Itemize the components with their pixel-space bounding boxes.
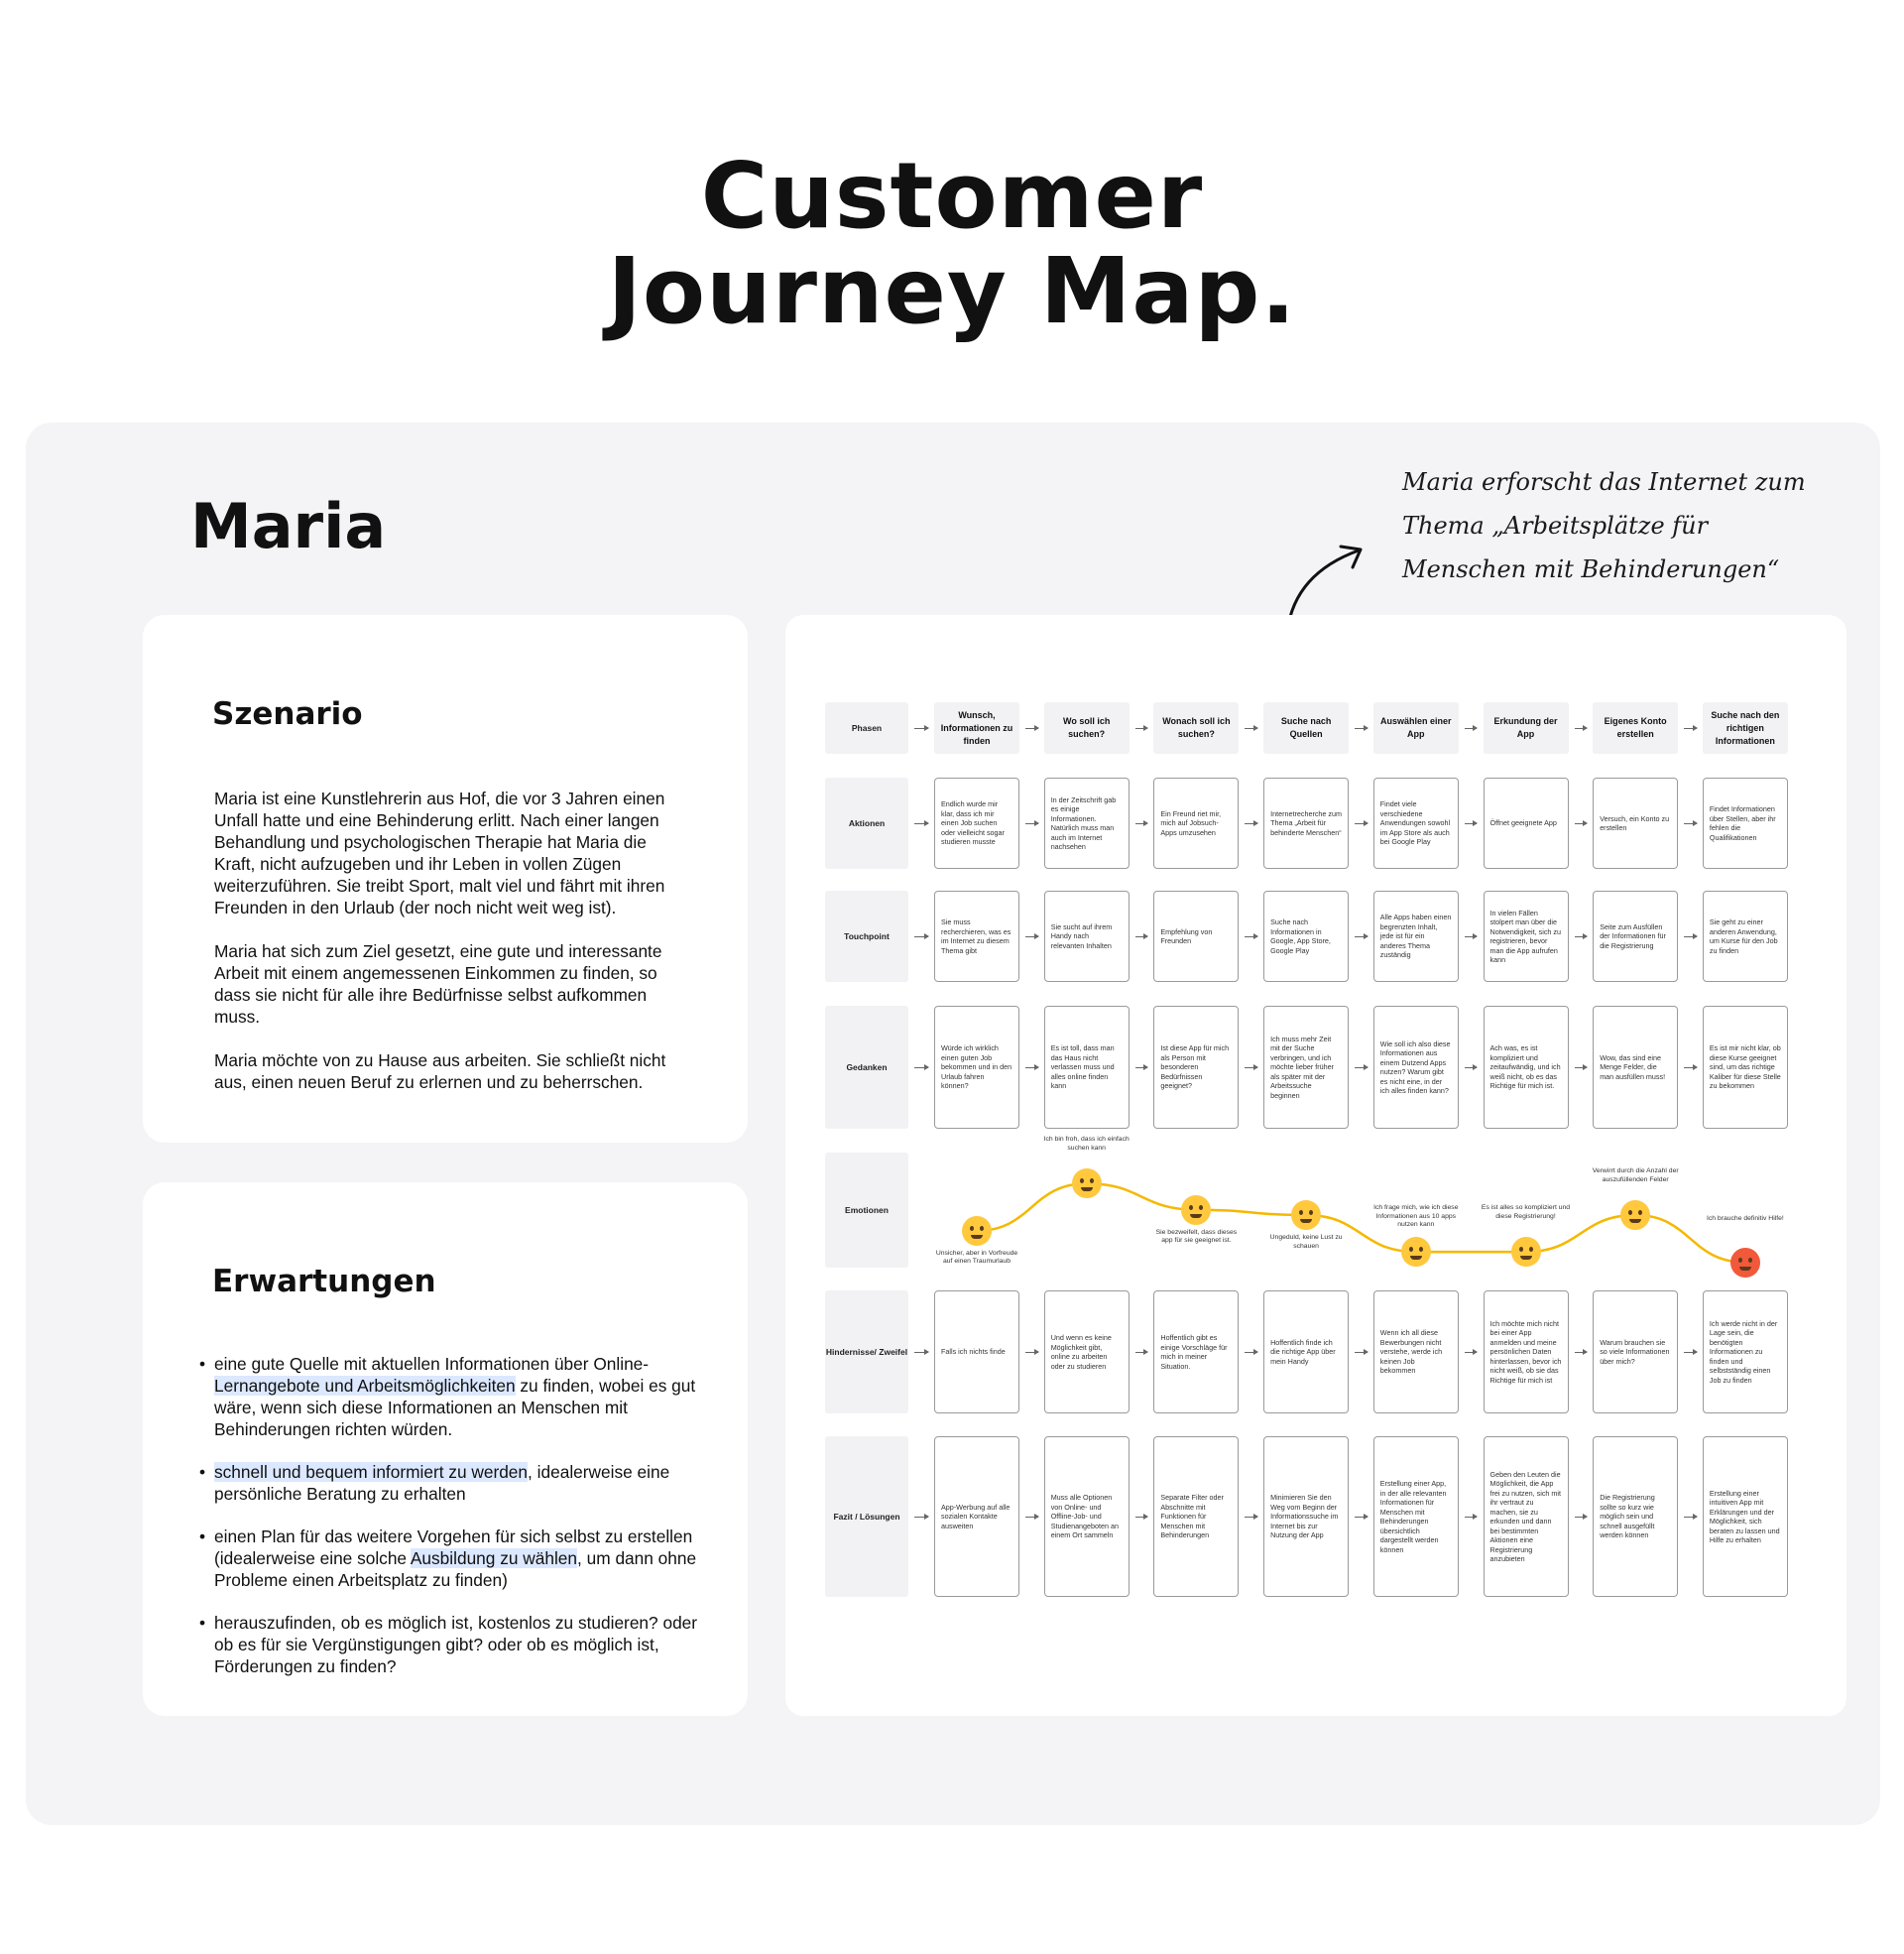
emoji-eye	[1090, 1178, 1094, 1183]
row-label-fazit: Fazit / Lösungen	[825, 1436, 908, 1597]
phase-header: Erkundung der App	[1484, 702, 1569, 754]
emotion-emoji-icon	[1291, 1200, 1321, 1230]
emoji-eye	[1519, 1247, 1523, 1252]
title-line-1: Customer	[700, 143, 1204, 249]
page-title	[0, 143, 1904, 344]
journey-cell: Erstellung einer App, in der alle relevanten Informationen für Menschen mit Behinderungen übersichtlich dargestellt werden können	[1373, 1436, 1459, 1597]
emotion-emoji-icon	[1401, 1237, 1431, 1267]
journey-cell: In der Zeitschrift gab es einige Informationen. Natürlich muss man auch im Internet nachsehen	[1044, 778, 1130, 869]
scenario-paragraph: Maria möchte von zu Hause aus arbeiten. Sie schließt nicht aus, einen neuen Beruf zu erlernen und zu beherrschen.	[214, 1050, 666, 1092]
row-label-emotionen: Emotionen	[825, 1153, 908, 1268]
journey-cell: Würde ich wirklich einen guten Job bekommen und in den Urlaub fahren können?	[934, 1006, 1019, 1129]
emoji-eye	[1189, 1205, 1193, 1210]
emoji-eye	[1738, 1258, 1742, 1263]
emoji-eye	[970, 1226, 974, 1231]
emoji-eye	[1748, 1258, 1752, 1263]
emoji-eye	[1199, 1205, 1203, 1210]
list-item: • schnell und bequem informiert zu werden, idealerweise eine persönliche Beratung zu erhalten	[214, 1461, 710, 1505]
emotion-label: Ich brauche definitiv Hilfe!	[1706, 1214, 1784, 1222]
journey-map	[785, 615, 1846, 1716]
journey-cell: Versuch, ein Konto zu erstellen	[1593, 778, 1678, 869]
phase-header: Wunsch, Informationen zu finden	[934, 702, 1019, 754]
scenario-heading: Szenario	[212, 696, 363, 732]
journey-cell: App-Werbung auf alle sozialen Kontakte ausweiten	[934, 1436, 1019, 1597]
expectations-list	[214, 1353, 710, 1698]
emoji-mouth	[1629, 1219, 1641, 1223]
list-item: • herauszufinden, ob es möglich ist, kostenlos zu studieren? oder ob es für sie Vergünstigungen gibt? oder ob es möglich ist, Förderungen zu finden?	[214, 1612, 710, 1677]
journey-cell: Ist diese App für mich als Person mit besonderen Bedürfnissen geeignet?	[1153, 1006, 1239, 1129]
phase-header: Wonach soll ich suchen?	[1153, 702, 1239, 754]
journey-cell: Ich muss mehr Zeit mit der Suche verbringen, und ich möchte lieber früher als später mit der Arbeitssuche beginnen	[1263, 1006, 1349, 1129]
journey-cell: Ich möchte mich nicht bei einer App anmelden und meine persönlichen Daten hinterlassen, bevor ich nicht weiß, ob sie das Richtige für mich ist	[1484, 1290, 1569, 1413]
handwritten-note: Maria erforscht das Internet zum Thema „Arbeitsplätze für Menschen mit Behinderungen“	[1402, 468, 1806, 583]
scenario-paragraph: Maria ist eine Kunstlehrerin aus Hof, die vor 3 Jahren einen Unfall hatte und eine Behinderung erlitt. Nach einer langen Behandlung und psychologischen Therapie hat Maria die Kraft, nicht aufzugeben und ihr Leben in vollen Zügen weiterzuführen. Sie treibt Sport, malt viel und fährt mit ihren Freunden in den Urlaub (der noch nicht weit weg ist).	[214, 789, 665, 917]
emoji-eye	[1299, 1210, 1303, 1215]
row-label-touchpoint: Touchpoint	[825, 891, 908, 982]
journey-cell: Geben den Leuten die Möglichkeit, die App frei zu nutzen, sich mit ihr vertraut zu machen, sie zu erkunden und dann bei bestimmten Aktionen eine Registrierung anzubieten	[1484, 1436, 1569, 1597]
journey-cell: Empfehlung von Freunden	[1153, 891, 1239, 982]
journey-cell: Es ist mir nicht klar, ob diese Kurse geeignet sind, um das richtige Kaliber für diese Stelle zu bekommen	[1703, 1006, 1788, 1129]
phase-header: Auswählen einer App	[1373, 702, 1459, 754]
journey-cell: Suche nach Informationen in Google, App Store, Google Play	[1263, 891, 1349, 982]
emotion-label: Unsicher, aber in Vorfreude auf einen Traumurlaub	[935, 1249, 1018, 1266]
emoji-eye	[980, 1226, 984, 1231]
emoji-mouth	[1081, 1187, 1093, 1191]
emotion-emoji-icon	[1730, 1248, 1760, 1278]
emotion-label: Verwirrt durch die Anzahl der auszufüllenden Felder	[1592, 1167, 1679, 1183]
row-label-gedanken: Gedanken	[825, 1006, 908, 1129]
scenario-paragraph: Maria hat sich zum Ziel gesetzt, eine gute und interessante Arbeit mit einem angemessenen Einkommen zu finden, so dass sie nicht für alle ihre Bedürfnisse selbst aufkommen muss.	[214, 941, 662, 1027]
phase-header: Suche nach den richtigen Informationen	[1703, 702, 1788, 754]
emoji-eye	[1080, 1178, 1084, 1183]
journey-cell: Falls ich nichts finde	[934, 1290, 1019, 1413]
emotion-emoji-icon	[1620, 1200, 1650, 1230]
emoji-mouth	[1739, 1267, 1751, 1271]
emotion-emoji-icon	[1072, 1168, 1102, 1198]
list-item: • einen Plan für das weitere Vorgehen für sich selbst zu erstellen (idealerweise eine solche Ausbildung zu wählen, um dann ohne Probleme einen Arbeitsplatz zu finden)	[214, 1526, 710, 1591]
journey-cell: Öffnet geeignete App	[1484, 778, 1569, 869]
emoji-eye	[1529, 1247, 1533, 1252]
journey-cell: Ach was, es ist kompliziert und zeitaufwändig, und ich weiß nicht, ob es das Richtige für mich ist.	[1484, 1006, 1569, 1129]
journey-cell: Wow, das sind eine Menge Felder, die man ausfüllen muss!	[1593, 1006, 1678, 1129]
journey-cell: Wenn ich all diese Bewerbungen nicht verstehe, werde ich keinen Job bekommen	[1373, 1290, 1459, 1413]
phase-header: Eigenes Konto erstellen	[1593, 702, 1678, 754]
emotion-emoji-icon	[962, 1216, 992, 1246]
emoji-eye	[1638, 1210, 1642, 1215]
emotion-label: Ich bin froh, dass ich einfach suchen kann	[1043, 1136, 1130, 1152]
expectations-card	[143, 1182, 748, 1716]
journey-cell: Seite zum Ausfüllen der Informationen für die Registrierung	[1593, 891, 1678, 982]
emotion-label: Es ist alles so kompliziert und diese Registrierung!	[1481, 1204, 1571, 1220]
emoji-eye	[1419, 1247, 1423, 1252]
emotion-label: Sie bezweifelt, dass dieses app für sie geeignet ist.	[1155, 1228, 1238, 1245]
journey-cell: Ich werde nicht in der Lage sein, die benötigten Informationen zu finden und selbstständig einen Job zu finden	[1703, 1290, 1788, 1413]
scenario-card	[143, 615, 748, 1143]
journey-cell: Wie soll ich also diese Informationen aus einem Dutzend Apps nutzen? Warum gibt es nicht eine, in der ich alles finden kann?	[1373, 1006, 1459, 1129]
list-item: • eine gute Quelle mit aktuellen Informationen über Online-Lernangebote und Arbeitsmöglichkeiten zu finden, wobei es gut wäre, wenn sich diese Informationen an Menschen mit Behinderungen richten würden.	[214, 1353, 710, 1440]
journey-cell: Alle Apps haben einen begrenzten Inhalt, jede ist für ein anderes Thema zuständig	[1373, 891, 1459, 982]
row-label-phases: Phasen	[825, 702, 908, 754]
emoji-mouth	[1410, 1256, 1422, 1260]
journey-cell: Minimieren Sie den Weg vom Beginn der Informationssuche im Internet bis zur Nutzung der App	[1263, 1436, 1349, 1597]
journey-cell: Ein Freund riet mir, mich auf Jobsuch-Apps umzusehen	[1153, 778, 1239, 869]
journey-cell: Findet viele verschiedene Anwendungen sowohl im App Store als auch bei Google Play	[1373, 778, 1459, 869]
emoji-eye	[1409, 1247, 1413, 1252]
journey-cell: Es ist toll, dass man das Haus nicht verlassen muss und alles online finden kann	[1044, 1006, 1130, 1129]
journey-cell: Die Registrierung sollte so kurz wie möglich sein und schnell ausgefüllt werden können	[1593, 1436, 1678, 1597]
emoji-mouth	[1190, 1214, 1202, 1218]
emoji-mouth	[971, 1235, 983, 1239]
journey-cell: Und wenn es keine Möglichkeit gibt, online zu arbeiten oder zu studieren	[1044, 1290, 1130, 1413]
journey-cell: Hoffentlich finde ich die richtige App über mein Handy	[1263, 1290, 1349, 1413]
emoji-mouth	[1520, 1256, 1532, 1260]
emoji-eye	[1309, 1210, 1313, 1215]
journey-cell: Endlich wurde mir klar, dass ich mir einen Job suchen oder vielleicht sogar studieren musste	[934, 778, 1019, 869]
journey-cell: Warum brauchen sie so viele Informationen über mich?	[1593, 1290, 1678, 1413]
journey-cell: Sie muss recherchieren, was es im Internet zu diesem Thema gibt	[934, 891, 1019, 982]
journey-cell: In vielen Fällen stolpert man über die Notwendigkeit, sich zu registrieren, bevor man die App aufrufen kann	[1484, 891, 1569, 982]
phase-header: Suche nach Quellen	[1263, 702, 1349, 754]
emoji-eye	[1628, 1210, 1632, 1215]
journey-cell: Separate Filter oder Abschnitte mit Funktionen für Menschen mit Behinderungen	[1153, 1436, 1239, 1597]
journey-cell: Muss alle Optionen von Online- und Offline-Job- und Studienangeboten an einem Ort sammeln	[1044, 1436, 1130, 1597]
emotion-emoji-icon	[1181, 1195, 1211, 1225]
row-label-aktionen: Aktionen	[825, 778, 908, 869]
persona-name: Maria	[190, 490, 387, 562]
emotion-label: Ich frage mich, wie ich diese Informationen aus 10 apps nutzen kann	[1373, 1204, 1459, 1229]
title-line-2: Journey Map.	[607, 238, 1297, 344]
journey-cell: Erstellung einer intuitiven App mit Erklärungen und der Möglichkeit, sich beraten zu lassen und Hilfe zu erhalten	[1703, 1436, 1788, 1597]
row-label-hindernisse: Hindernisse/ Zweifel	[825, 1290, 908, 1413]
emoji-mouth	[1300, 1219, 1312, 1223]
expectations-heading: Erwartungen	[212, 1264, 436, 1299]
phase-header: Wo soll ich suchen?	[1044, 702, 1130, 754]
emotion-label: Ungeduld, keine Lust zu schauen	[1269, 1234, 1343, 1250]
journey-cell: Findet Informationen über Stellen, aber ihr fehlen die Qualifikationen	[1703, 778, 1788, 869]
journey-cell: Sie geht zu einer anderen Anwendung, um Kurse für den Job zu finden	[1703, 891, 1788, 982]
journey-cell: Hoffentlich gibt es einige Vorschläge für mich in meiner Situation.	[1153, 1290, 1239, 1413]
journey-cell: Sie sucht auf ihrem Handy nach relevanten Inhalten	[1044, 891, 1130, 982]
emotion-emoji-icon	[1511, 1237, 1541, 1267]
emotion-curve	[785, 615, 1846, 1716]
scenario-text	[214, 788, 690, 1115]
journey-cell: Internetrecherche zum Thema „Arbeit für behinderte Menschen“	[1263, 778, 1349, 869]
